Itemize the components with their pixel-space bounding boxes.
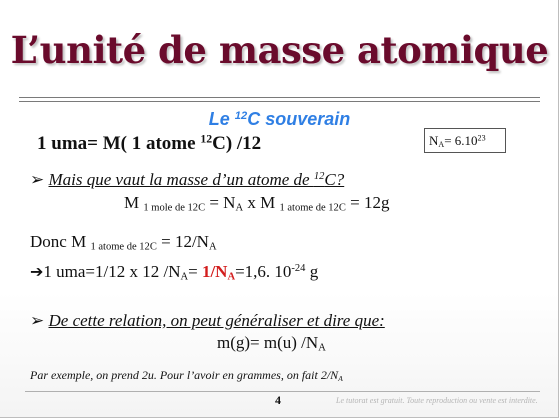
question-line xyxy=(30,170,344,190)
section-subtitle xyxy=(0,109,559,130)
donc-subscript: 1 atome de 12C xyxy=(90,241,157,253)
result-equals: = xyxy=(188,262,202,281)
avogadro-symbol: N xyxy=(429,133,439,148)
formula1-m1: M xyxy=(124,193,144,212)
result-highlight xyxy=(202,262,235,281)
uma-definition-text: 1 uma= M( 1 atome xyxy=(37,133,201,154)
avogadro-exponent: 23 xyxy=(477,133,486,143)
avogadro-subscript: A xyxy=(438,140,445,149)
result-subscript-a: A xyxy=(180,271,189,283)
formula1-equals-na: = N xyxy=(205,193,236,212)
avogadro-value: = 6.10 xyxy=(444,133,478,148)
result-unit: g xyxy=(305,262,319,281)
donc-text: Donc M xyxy=(30,232,91,251)
result-value: =1,6. 10 xyxy=(235,262,292,281)
general-formula xyxy=(217,333,326,353)
result-text: 1 uma=1/12 x 12 /N xyxy=(43,262,181,281)
uma-definition xyxy=(37,133,261,155)
question-text xyxy=(49,170,345,189)
example-line xyxy=(30,368,343,383)
formula1-sub-a: A xyxy=(235,202,244,214)
page-number: 4 xyxy=(275,393,281,407)
formula1-sub-mole: 1 mole de 12C xyxy=(143,202,206,214)
general-formula-text: m(g)= m(u) /N xyxy=(217,333,319,352)
title-divider-top xyxy=(19,97,540,98)
formula1-result: = 12g xyxy=(345,193,390,212)
donc-value: = 12/N xyxy=(156,232,209,251)
question-text-main: Mais que vaut la masse d’un atome de xyxy=(48,170,314,189)
subtitle-isotope: 12 xyxy=(234,109,248,122)
slide-title: L’unité de masse atomique xyxy=(10,28,549,72)
title-divider-bottom xyxy=(19,101,540,102)
result-exponent: -24 xyxy=(291,263,306,275)
footer-watermark: Le tutorat est gratuit. Toute reproduction ou vente est interdite. xyxy=(336,396,538,405)
formula1-sub-atom: 1 atome de 12C xyxy=(279,202,346,214)
relation-text: De cette relation, on peut généraliser et dire que: xyxy=(48,311,385,330)
subtitle-text-end: C souverain xyxy=(247,109,351,129)
avogadro-box xyxy=(424,128,506,153)
formula1-times-m: x M xyxy=(243,193,280,212)
example-text: Par exemple, on prend 2u. Pour l’avoir en grammes, on fait 2/N xyxy=(30,368,339,382)
result-line xyxy=(30,262,318,282)
footer-divider xyxy=(25,391,540,392)
question-isotope: 12 xyxy=(313,171,325,183)
bullet-arrow-icon: ➢ xyxy=(30,170,45,189)
molar-mass-formula xyxy=(124,193,389,213)
result-highlight-text: 1/N xyxy=(201,262,228,281)
bullet-arrow-icon-2: ➢ xyxy=(30,311,45,330)
uma-definition-isotope: 12 xyxy=(200,132,213,146)
question-text-end: C? xyxy=(324,170,345,189)
donc-line xyxy=(30,232,217,252)
implies-arrow-icon: ➔ xyxy=(30,264,44,281)
donc-subscript-a: A xyxy=(208,241,217,253)
example-subscript: A xyxy=(338,373,343,383)
subtitle-text: Le xyxy=(208,109,235,129)
general-formula-sub: A xyxy=(318,342,326,354)
result-highlight-sub: A xyxy=(227,271,236,283)
relation-line xyxy=(30,311,385,331)
uma-definition-end: C) /12 xyxy=(212,133,262,154)
